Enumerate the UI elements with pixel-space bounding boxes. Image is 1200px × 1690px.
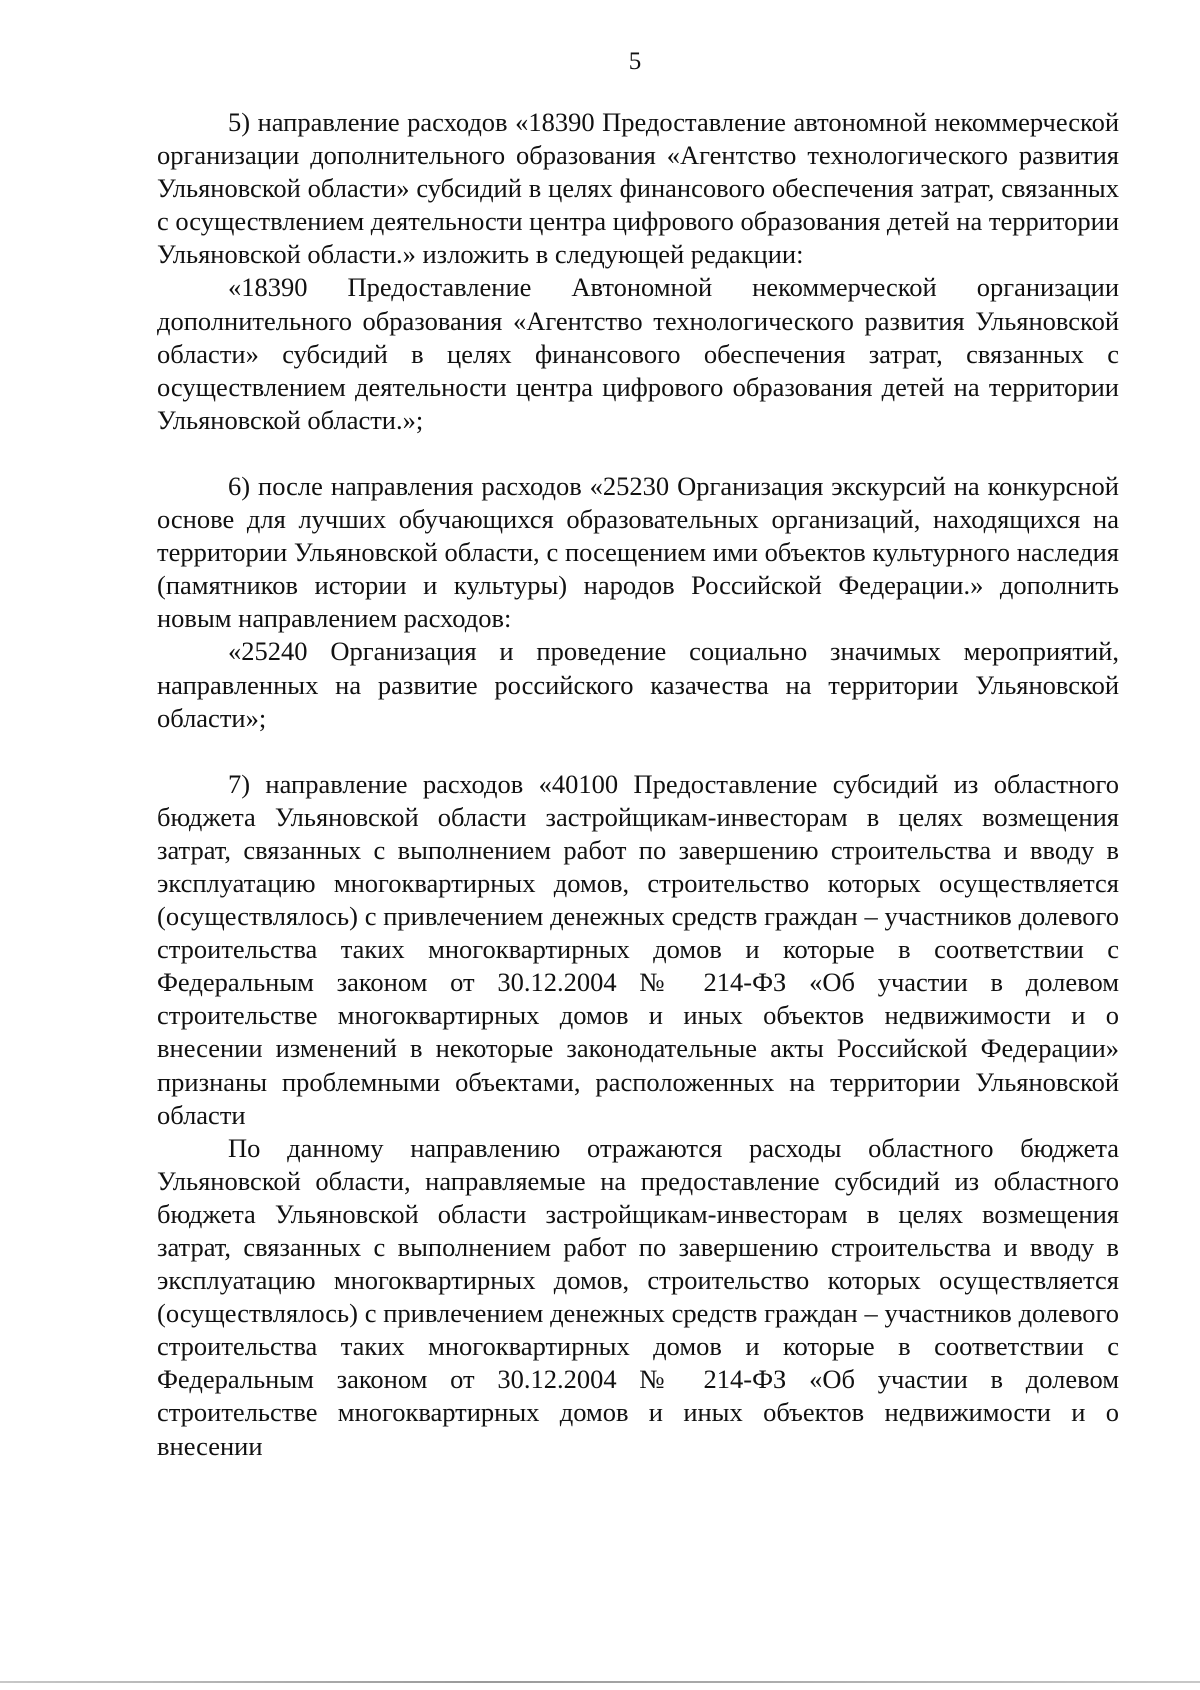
paragraph: По данному направлению отражаются расходы областного бюджета Ульяновской области, направляемые на предоставление субсидий из областного бюджета Ульяновской области застройщикам-инвесторам в целях возмещения затрат, связанных с выполнением работ по завершению строительства и вводу в эксплуатацию многоквартирных домов, строительство которых осуществляется (осуществлялось) с привлечением денежных средств граждан – участников долевого строительства таких многоквартирных домов и которые в соответствии с Федеральным законом от 30.12.2004 № 214-ФЗ «Об участии в долевом строительстве многоквартирных домов и иных объектов недвижимости и о внесении xyxy=(157,1132,1119,1461)
section-item-7 xyxy=(157,768,1119,1463)
paragraph: 7) направление расходов «40100 Предоставление субсидий из областного бюджета Ульяновской области застройщикам-инвесторам в целях возмещения затрат, связанных с выполнением работ по завершению строительства и вводу в эксплуатацию многоквартирных домов, строительство которых осуществляется (осуществлялось) с привлечением денежных средств граждан – участников долевого строительства таких многоквартирных домов и которые в соответствии с Федеральным законом от 30.12.2004 № 214-ФЗ «Об участии в долевом строительстве многоквартирных домов и иных объектов недвижимости и о внесении изменений в некоторые законодательные акты Российской Федерации» признаны проблемными объектами, расположенных на территории Ульяновской области xyxy=(157,768,1119,1130)
paragraph: 5) направление расходов «18390 Предоставление автономной некоммерческой организации дополнительного образования «Агентство технологического развития Ульяновской области» субсидий в целях финансового обеспечения затрат, связанных с осуществлением деятельности центра цифрового образования детей на территории Ульяновской области.» изложить в следующей редакции: xyxy=(157,107,1119,270)
section-gap xyxy=(157,437,1119,470)
paragraph: «18390 Предоставление Автономной некоммерческой организации дополнительного образования «Агентство технологического развития Ульяновской области» субсидий в целях финансового обеспечения затрат, связанных с осуществлением деятельности центра цифрового образования детей на территории Ульяновской области.»; xyxy=(157,272,1119,435)
section-gap xyxy=(157,735,1119,768)
scan-edge-line xyxy=(0,1681,1200,1683)
document-body xyxy=(157,106,1119,1463)
paragraph: 6) после направления расходов «25230 Организация экскурсий на конкурсной основе для лучших обучающихся образовательных организаций, находящихся на территории Ульяновской области, с посещением ими объектов культурного наследия (памятников истории и культуры) народов Российской Федерации.» дополнить новым направлением расходов: xyxy=(157,470,1119,634)
paragraph: «25240 Организация и проведение социально значимых мероприятий, направленных на развитие российского казачества на территории Ульяновской области»; xyxy=(157,636,1119,733)
section-item-5 xyxy=(157,106,1119,437)
page-number: 5 xyxy=(628,48,642,75)
section-item-6 xyxy=(157,470,1119,735)
